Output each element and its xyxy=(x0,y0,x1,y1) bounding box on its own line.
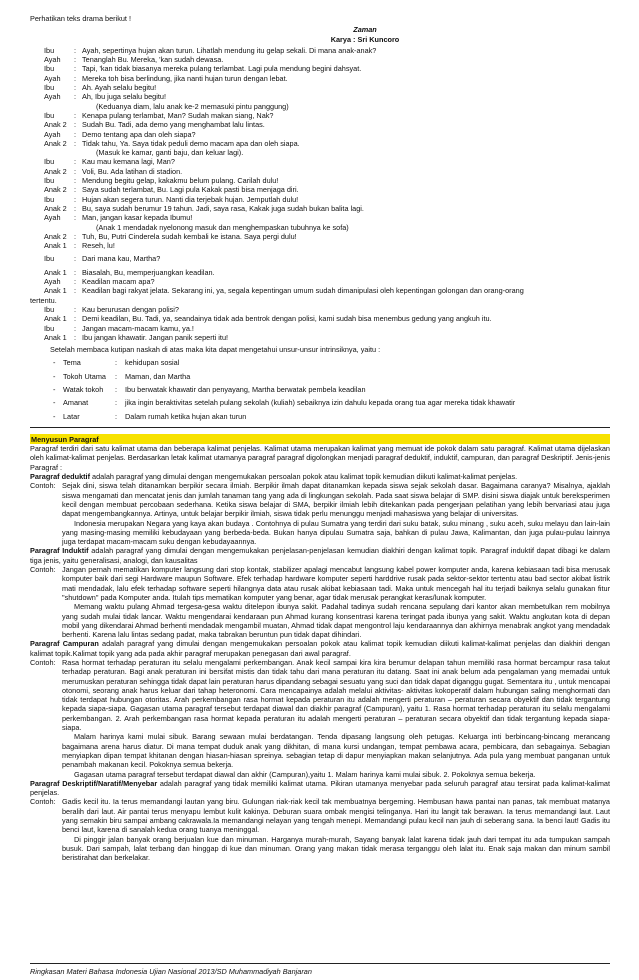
speaker-name: Anak 2 xyxy=(44,203,67,213)
dialog-line xyxy=(44,333,610,342)
induktif-definition: Paragraf Induktif adalah paragraf yang dimulai dengan mengemukakan penjelasan-penjelasan kemudian diakhiri dengan kalimat topik. Paragraf induktif dapat dibagi ke dalam tiga jenis, yaitu generalisasi, analogi, dan kausalitas xyxy=(30,546,610,565)
drama-dialog xyxy=(30,46,610,342)
dialog-text: Kenapa pulang terlambat, Man? Sudah makan siang, Nak? xyxy=(82,110,274,120)
dialog-line xyxy=(44,204,610,213)
dialog-text: Sudah Bu. Tadi, ada demo yang menghambat lalu lintas. xyxy=(82,120,265,130)
colon: : xyxy=(74,323,77,333)
page-footer: Ringkasan Materi Bahasa Indonesia Ujian Nasional 2013/SD Muhammadiyah Banjaran xyxy=(30,963,610,976)
dialog-text: Ibu jangan khawatir. Jangan panik seperti itu! xyxy=(82,332,229,342)
induktif-example-1: Jangan pernah mematikan komputer langsung dari stop kontak, stabilizer apalagi mencabut langsung kabel power komputer anda, karena kebiasaan tadi bisa merusak komputer baik dari segi Hardware maupun Software. Efek terhadap hardware komputer seperti harddrive rusak pada sektor-sektor tertentu atau bad sector akibat listrik mati mendadak, lalu efek terhadap software seperti hilangnya data atau rusak akibat kebiasaan tadi. Maka untuk mencegah hal itu terjadi baiknya selalu gunakan fitur "shutdown" pada Komputer anda. Itulah tips mematikan komputer yang benar, agar tidak merusak perangkat keras/lunak komputer. xyxy=(62,565,610,602)
campuran-term: Paragraf Campuran xyxy=(30,639,99,649)
dialog-line xyxy=(44,120,610,129)
dialog-line xyxy=(44,223,610,232)
dialog-line xyxy=(44,185,610,194)
drama-author: Karya : Sri Kuncoro xyxy=(330,34,400,44)
dialog-text: Demo tentang apa dan oleh siapa? xyxy=(82,129,196,139)
speaker-name: Ibu xyxy=(44,157,55,167)
dialog-text: Mendung begitu gelap, kakakmu belum pulang. Carilah dulu! xyxy=(82,176,279,186)
dialog-text: Jangan macam-macam kamu, ya.! xyxy=(82,323,194,333)
speaker-name: Ibu xyxy=(44,254,55,264)
element-description: jika ingin beraktivitas setelah pulang sekolah (kuliah) sebaiknya izin dahulu kepada orang tua agar mereka tidak khawatir xyxy=(125,398,516,408)
colon: : xyxy=(74,286,77,296)
speaker-name: Ayah xyxy=(44,213,61,223)
dialog-text: Bu, saya sudah berumur 19 tahun. Jadi, saya rasa, Kakak juga sudah bukan balita lagi. xyxy=(82,203,364,213)
deskriptif-term: Paragraf Deskriptif/Naratif/Menyebar xyxy=(30,778,158,788)
example-label: Contoh: xyxy=(30,565,56,575)
dialog-line xyxy=(44,111,610,120)
deskriptif-definition: Paragraf Deskriptif/Naratif/Menyebar adalah paragraf yang tidak memiliki kalimat utama. Pikiran utamanya menyebar pada seluruh paragraf atau tersirat pada kalimat-kalimat penjelas. xyxy=(30,778,610,798)
speaker-name: Ayah xyxy=(44,92,61,102)
divider xyxy=(30,427,610,428)
colon: : xyxy=(74,64,77,74)
colon: : xyxy=(74,203,77,213)
element-name: Tokoh Utama xyxy=(63,371,106,381)
colon: : xyxy=(74,83,77,93)
dialog-line xyxy=(44,277,610,286)
colon: : xyxy=(74,110,77,120)
speaker-name: Anak 1 xyxy=(44,267,67,277)
dialog-line xyxy=(44,268,610,277)
deduktif-definition: Paragraf deduktif adalah paragraf yang dimulai dengan mengemukakan persoalan pokok atau kalimat topik kemudian diikuti kalimat-kalimat penjelas. xyxy=(30,472,518,482)
induktif-example-2: Memang waktu pulang Ahmad tergesa-gesa waktu ditelepon ibunya sakit. Padahal tadinya sudah rencana sepulang dari kantor akan membetulkan rem mobilnya yang sudah mulai tidak lancar. Waktu mengendarai kendaraan pun Ahmad kurang konsentrasi karena teringat pada ibunya yang sakit. Waktu angkutan kota di depan mobil yang dikendarai Ahmad berhenti mendadak mengambil muatan, Ahmad tidak dapat mengontrol laju kendaraannya dan akhirnya menabrak angkot yang mendadak berhenti. Karena lalu lintas sedang padat, maka tabrakan beruntun pun tidak dapat dihindari. xyxy=(62,602,610,640)
dialog-text: Tidak tahu, Ya. Saya tidak peduli demo macam apa dan oleh siapa. xyxy=(82,138,300,148)
dialog-line xyxy=(44,254,610,263)
dialog-text: Ah, Ibu juga selalu begitu! xyxy=(82,92,166,102)
colon: : xyxy=(74,314,77,324)
colon: : xyxy=(74,55,77,65)
dialog-text: Hujan akan segera turun. Nanti dia terjebak hujan. Jemputlah dulu! xyxy=(82,194,299,204)
dialog-line xyxy=(44,324,610,333)
dialog-line xyxy=(44,232,610,241)
dialog-text: Ah. Ayah selalu begitu! xyxy=(82,83,157,93)
closing-text: Setelah membaca kutipan naskah di atas maka kita dapat mengetahui unsur-unsur intrinsiknya, yaitu : xyxy=(50,345,381,355)
dialog-text: Biasalah, Bu, memperjuangkan keadilan. xyxy=(82,267,215,277)
speaker-name: Ayah xyxy=(44,277,61,287)
speaker-name: Ibu xyxy=(44,194,55,204)
colon: : xyxy=(74,254,77,264)
campuran-example-2: Malam harinya kami mulai sibuk. Barang sewaan mulai berdatangan. Tenda dipasang langsung oleh petugas. Keluarga inti berbincang-bincang merancang bagaimana arena harus diatur. Di mana tempat duduk anak yang dikhitan, di mana kursi undangan, tempat pembawa acara, pembicara, dan sebagainya. Sebagian menyiapkan dipan tempat khitanan dengan hiasan-hiasan spreinya. sebagian tetap di dapur menyiapkan makan selanjutnya. Ada pula yang membuat panganan untuk penambah makanan kecil. Pokoknya semua bekerja. xyxy=(62,732,610,770)
dialog-line xyxy=(44,64,610,73)
colon: : xyxy=(74,304,77,314)
colon: : xyxy=(74,138,77,148)
speaker-name: Ayah xyxy=(44,73,61,83)
speaker-name: Anak 1 xyxy=(44,314,67,324)
stage-direction: (Masuk ke kamar, ganti baju, dan keluar lagi). xyxy=(96,148,244,158)
dialog-text: Mereka toh bisa berlindung, jika nanti hujan turun dengan lebat. xyxy=(82,73,288,83)
element-description: kehidupan sosial xyxy=(125,358,180,368)
speaker-name: Ibu xyxy=(44,83,55,93)
campuran-example-3: Gagasan utama paragraf tersebut terdapat diawal dan akhir (Campuran),yaitu 1. Malam harinya kami mulai sibuk. 2. Pokoknya semua bekerja. xyxy=(74,769,536,779)
colon: : xyxy=(115,371,118,381)
colon: : xyxy=(74,120,77,130)
example-label: Contoh: xyxy=(30,658,56,667)
colon: : xyxy=(74,176,77,186)
speaker-name: Ibu xyxy=(44,304,55,314)
dialog-text: Tenanglah Bu. Mereka, 'kan sudah dewasa. xyxy=(82,55,224,65)
induktif-term: Paragraf Induktif xyxy=(30,546,89,556)
dialog-text: Saya sudah terlambat, Bu. Lagi pula Kakak pasti bisa menjaga diri. xyxy=(82,185,299,195)
dialog-line xyxy=(44,213,610,222)
deskriptif-example xyxy=(30,797,610,862)
example-label: Contoh: xyxy=(30,481,56,491)
speaker-name: Ibu xyxy=(44,110,55,120)
stage-direction: (Keduanya diam, lalu anak ke-2 memasuki pintu panggung) xyxy=(96,101,289,111)
colon: : xyxy=(74,267,77,277)
colon: : xyxy=(74,73,77,83)
dialog-line xyxy=(44,195,610,204)
speaker-name: Anak 2 xyxy=(44,120,67,130)
intrinsic-element xyxy=(53,385,610,394)
dialog-line xyxy=(44,102,610,111)
section-heading: Menyusun Paragraf xyxy=(30,434,610,444)
dialog-text: Voli, Bu. Ada latihan di stadion. xyxy=(82,166,183,176)
speaker-name: Ayah xyxy=(44,129,61,139)
colon: : xyxy=(74,241,77,251)
dialog-continuation: tertentu. xyxy=(30,295,57,305)
dialog-text: Kau mau kemana lagi, Man? xyxy=(82,157,175,167)
colon: : xyxy=(74,213,77,223)
speaker-name: Anak 1 xyxy=(44,241,67,251)
bullet-icon: - xyxy=(53,371,56,381)
dialog-line xyxy=(44,148,610,157)
colon: : xyxy=(115,358,118,368)
dialog-line xyxy=(44,92,610,101)
colon: : xyxy=(74,185,77,195)
intrinsic-element xyxy=(53,398,610,407)
speaker-name: Ayah xyxy=(44,55,61,65)
speaker-name: Anak 1 xyxy=(44,286,67,296)
speaker-name: Anak 1 xyxy=(44,332,67,342)
dialog-line xyxy=(44,130,610,139)
element-name: Tema xyxy=(63,358,81,368)
dialog-line xyxy=(44,139,610,148)
colon: : xyxy=(74,157,77,167)
deduktif-example-2: Indonesia merupakan Negara yang kaya akan budaya . Contohnya di pulau Sumatra yang terdiri dari suku batak, suku minang , suku aceh, suku melayu dan lain-lain yang masing-masing memiliki kebudayaan yang berbeda-beda. Bukan hanya dipulau Sumatra saja, bahkan di pulau Jawa, Kalimantan, dan juga pulau-pulau lainnya juga terdapat macam-macam suku dengan kebudayaannya. xyxy=(62,518,610,547)
element-name: Watak tokoh xyxy=(63,384,104,394)
dialog-line xyxy=(44,157,610,166)
speaker-name: Anak 2 xyxy=(44,231,67,241)
colon: : xyxy=(115,398,118,408)
colon: : xyxy=(115,384,118,394)
paragraph-intro: Paragraf terdiri dari satu kalimat utama dan beberapa kalimat penjelas. Kalimat utama merupakan kalimat yang memuat ide pokok dalam satu paragraf. Kalimat utama dijelaskan oleh kalimat-kalimat penjelas. Berdasarkan letak kalimat utamanya paragraf paragraf digolongkan menjadi paragraf deduktif, induktif, campuran, dan paragraf Deskriptif. Jenis-jenis Paragraf : xyxy=(30,444,611,472)
campuran-example xyxy=(30,658,610,779)
dialog-line xyxy=(44,286,610,295)
element-name: Amanat xyxy=(63,398,89,408)
example-label: Contoh: xyxy=(30,797,56,807)
dialog-line xyxy=(44,314,610,323)
bullet-icon: - xyxy=(53,411,56,421)
induktif-example xyxy=(30,565,610,639)
colon: : xyxy=(74,194,77,204)
dialog-text: Man, jangan kasar kepada Ibumu! xyxy=(82,213,193,223)
colon: : xyxy=(74,332,77,342)
element-description: Dalam rumah ketika hujan akan turun xyxy=(125,411,247,421)
dialog-text: Keadilan macam apa? xyxy=(82,277,155,287)
dialog-text: Demi keadilan, Bu. Tadi, ya, seandainya tidak ada bentrok dengan polisi, kami sudah bisa menembus gedung yang angkuh itu. xyxy=(82,314,492,324)
dialog-line xyxy=(44,305,610,314)
colon: : xyxy=(74,45,77,55)
dialog-line xyxy=(44,46,610,55)
speaker-name: Anak 2 xyxy=(44,138,67,148)
dialog-text: Tapi, 'kan tidak biasanya mereka pulang terlambat. Lagi pula mendung begini dahsyat. xyxy=(82,64,362,74)
bullet-icon: - xyxy=(53,358,56,368)
campuran-example-1: Rasa hormat terhadap peraturan itu selalu mengalami perkembangan. Anak kecil sampai kira kira berumur delapan tahun memiliki rasa hormat bercampur rasa takut terhadap peraturan. Bagi anak peraturan ini bersifat mistis dan tidak tahu dari mana peraturan itu datang. Saat ini anak belum ada pengalaman yang memadai untuk merumuskan peraturan sehingga tidak dapat lain peraturan harus dipandang sebagai sesuatu yang suci dan tidak dapat diganggu gugat. Sementara itu , untuk mencapai otonomi, seorang anak harus keluar dari tahap heteronomi. Cara mencapainya adalah melalui aktivitas- aktivitas kokoperatif dalam hubungan saling menghormati dan tidak terdapat hubungan otoritas. Arah perkembangan rasa hormat kepada peraturan itu adalah mengerti peraturan – peraturan secara obyektif dan tidak tergantung kepada siapa-siapa. Gagasan utama paragraf tersebut terdapat diawal dan diakhir paragraf (Campuran), yaitu 1. Rasa hormat terhadap peraturan itu selalu mengalami perkembangan. 2. Arah perkembangan rasa hormat kepada peraturan itu adalah mengerti peraturan – peraturan secara obyektif dan tidak tergantung kepada siapa-siapa. xyxy=(62,658,610,733)
page-content xyxy=(30,14,610,863)
element-name: Latar xyxy=(63,411,80,421)
intrinsic-element xyxy=(53,358,610,367)
deduktif-term: Paragraf deduktif xyxy=(30,472,91,482)
colon: : xyxy=(74,166,77,176)
dialog-line xyxy=(44,55,610,64)
intrinsic-element xyxy=(53,412,610,421)
dialog-text: Keadilan bagi rakyat jelata. Sekarang ini, ya, segala kepentingan umum sudah dimanipulasi oleh kepentingan golongan dan orang-orang xyxy=(82,286,524,296)
deduktif-example xyxy=(30,481,610,546)
dialog-line xyxy=(44,74,610,83)
dialog-line xyxy=(44,83,610,92)
dialog-line xyxy=(44,241,610,250)
dialog-line xyxy=(44,176,610,185)
bullet-icon: - xyxy=(53,398,56,408)
intrinsic-element xyxy=(53,372,610,381)
deduktif-example-1: Sejak dini, siswa telah ditanamkan berpikir secara ilmiah. Berpikir ilmah dapat ditanamkan kepada siswa sejak sekolah dasar. Bagaimana caranya? Misalnya, ajaklah siswa mengamati dan mencatat jenis dan jumlah tanaman tang yang ada di lingkungan sekolah. Pada saat siswa belajar di SMP. disini siswa diajak untuk bereksperimen kecil dengan membuat percobaan sederhana. Ketika siswa belajar di SMA, berpikir ilmiah lebih ditekankan pada pengerjaan pelatihan yang lebih bervariasi atau juga dapat mengembangkannya. Artinya, untuk belajar berpikir ilmiah, siswa tidak perlu menunggu menjadi mahasiswa yang belajar di universitas. xyxy=(62,481,610,519)
element-description: Ibu berwatak khawatir dan penyayang, Martha berwatak pembela keadilan xyxy=(125,384,366,394)
colon: : xyxy=(74,129,77,139)
colon: : xyxy=(74,277,77,287)
deskriptif-example-2: Di pinggir jalan banyak orang berjualan kue dan minuman. Harganya murah-murah, Sayang banyak lalat karena tidak jauh dari tempat itu ada tumpukan sampah busuk. Dari sampah, lalat terbang dan hinggap di kue dan minuman. Orang yang makan tidak merasa terganggu oleh lalat itu. Enak saja makan dan minum sambil beristirahat dan berkelakar. xyxy=(62,834,610,863)
deskriptif-example-1: Gadis kecil itu. Ia terus memandangi lautan yang biru. Gulungan riak-riak kecil tak membuatnya bergeming. Hembusan hawa pantai nan panas, tak membuat matanya beralih dari laut. Air pantai terus menyapu lembut kulit kakinya. Deburan suara ombak mengisi telinganya. Hari itu langit tak berawan. Ia terus memandangi laut. Laut yang semakin biru sampai ambang cakrawala.Ia memandangi nelayan yang tengah menepi. Memandangi pulau kecil nan jauh di seberang sana. Ia benci laut! Gadis itu benci laut, karena di sanalah kedua orang tuanya meninggal. xyxy=(62,797,610,835)
speaker-name: Anak 2 xyxy=(44,185,67,195)
dialog-text: Dari mana kau, Martha? xyxy=(82,254,161,264)
campuran-definition: Paragraf Campuran adalah paragraf yang dimulai dengan mengemukakan persoalan pokok atau kalimat topik kemudian diikuti kalimat-kalimat penjelas dan diakhiri dengan kalimat topik.Kalimat topik yang ada pada akhir paragraf merupakan penegasan dari awal paragraf. xyxy=(30,639,610,658)
intrinsic-elements-list xyxy=(30,358,610,420)
element-description: Maman, dan Martha xyxy=(125,371,191,381)
colon: : xyxy=(74,231,77,241)
speaker-name: Ibu xyxy=(44,64,55,74)
intro-instruction: Perhatikan teks drama berikut ! xyxy=(30,14,131,23)
stage-direction: (Anak 1 mendadak nyelonong masuk dan menghempaskan tubuhnya ke sofa) xyxy=(96,222,349,232)
colon: : xyxy=(115,411,118,421)
speaker-name: Ibu xyxy=(44,323,55,333)
speaker-name: Ibu xyxy=(44,45,55,55)
dialog-text: Kau berurusan dengan polisi? xyxy=(82,304,179,314)
speaker-name: Anak 2 xyxy=(44,166,67,176)
bullet-icon: - xyxy=(53,384,56,394)
speaker-name: Ibu xyxy=(44,176,55,186)
dialog-line xyxy=(44,167,610,176)
dialog-text: Reseh, lu! xyxy=(82,241,115,251)
dialog-text: Tuh, Bu, Putri Cinderela sudah kembali ke istana. Saya pergi dulu! xyxy=(82,231,297,241)
dialog-text: Ayah, sepertinya hujan akan turun. Lihatlah mendung itu gelap sekali. Di mana anak-anak? xyxy=(82,45,377,55)
drama-title: Zaman xyxy=(353,25,377,35)
colon: : xyxy=(74,92,77,102)
